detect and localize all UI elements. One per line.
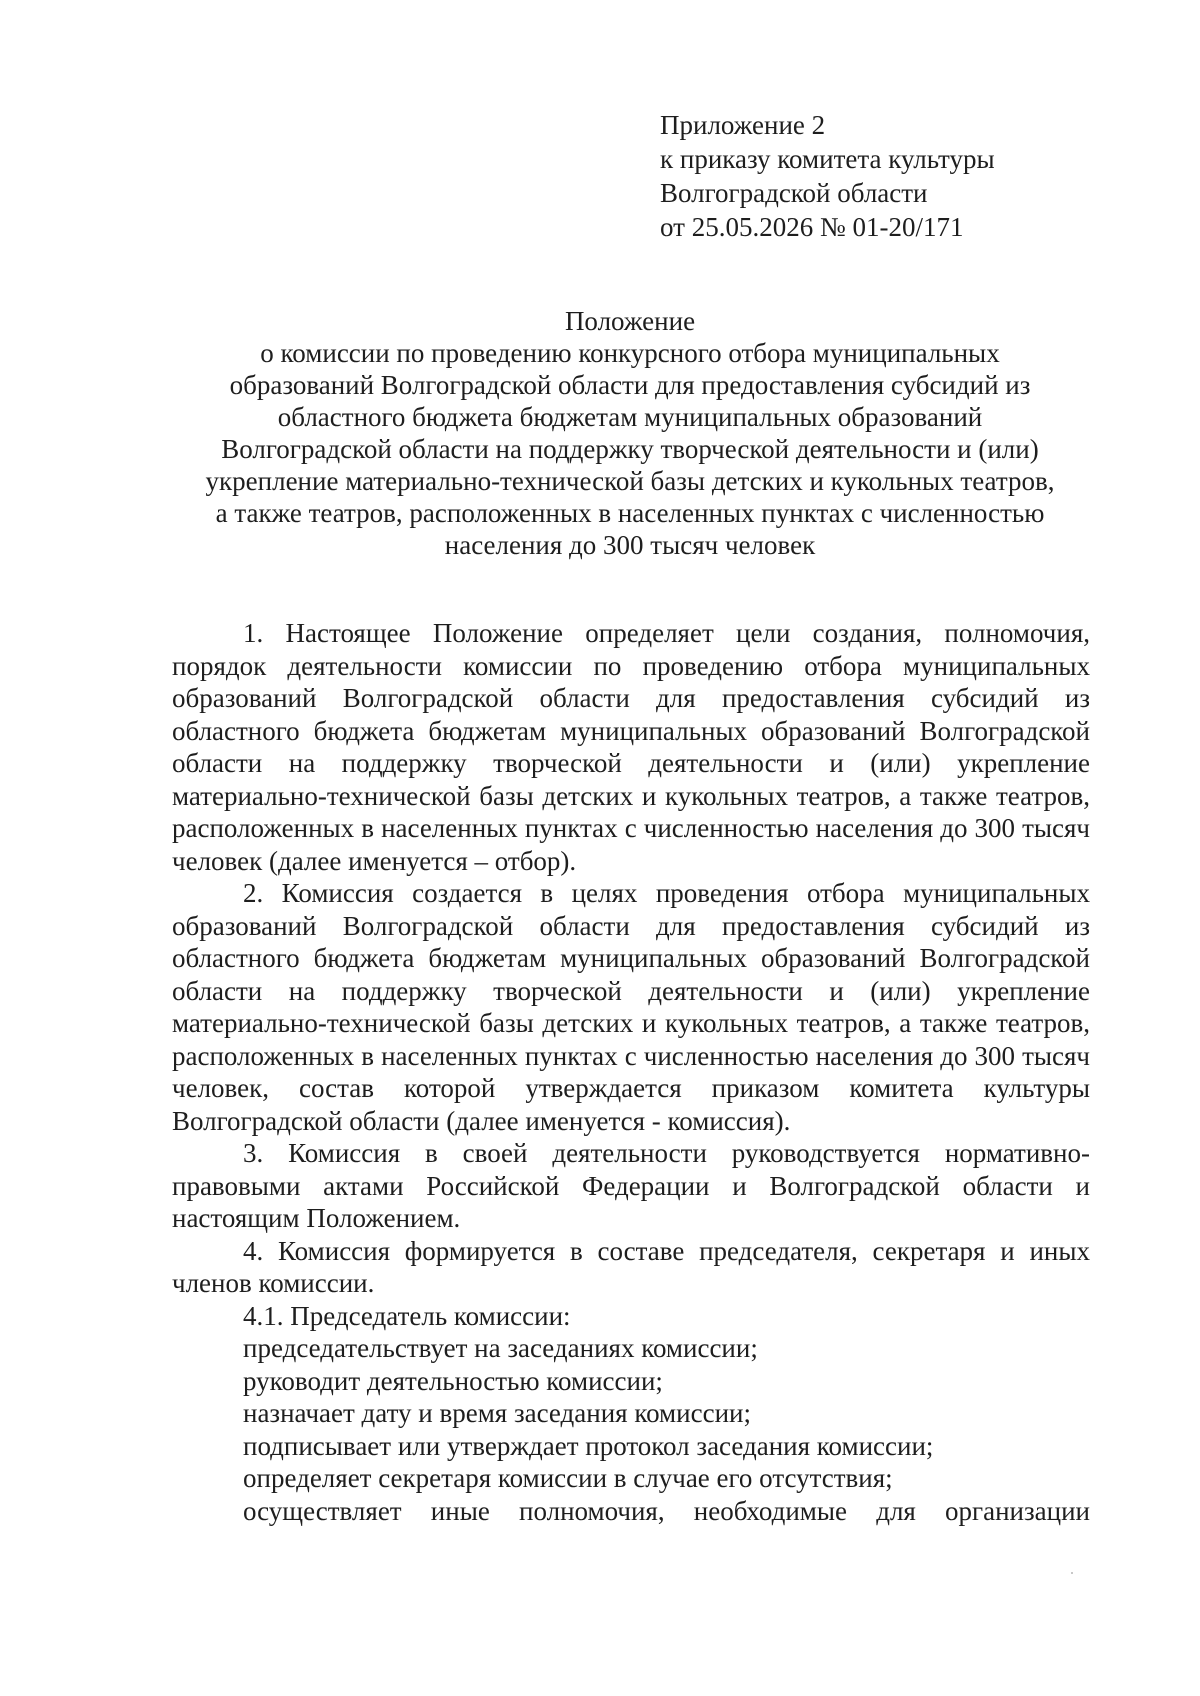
document-body: [172, 617, 1090, 1527]
title-line: областного бюджета бюджетам муниципальных образований: [277, 402, 983, 432]
appendix-region: Волгоградской области: [660, 178, 928, 208]
chairman-duty-item: подписывает или утверждает протокол заседания комиссии;: [243, 1430, 934, 1461]
paragraph-3: 3. Комиссия в своей деятельности руководствуется нормативно-правовыми актами Российской Федерации и Волгоградской области и настоящим Положением.: [172, 1138, 1090, 1233]
title-line: Положение: [564, 306, 696, 336]
paragraph-1: 1. Настоящее Положение определяет цели создания, полномочия, порядок деятельности комиссии по проведению отбора муниципальных образований Волгоградской области для предоставления субсидий из областного бюджета бюджетам муниципальных образований Волгоградской области на поддержку творческой деятельности и (или) укрепление материально-технической базы детских и кукольных театров, а также театров, расположенных в населенных пунктах с численностью населения до 300 тысяч человек (далее именуется – отбор).: [172, 618, 1090, 876]
chairman-duty-item: назначает дату и время заседания комиссии;: [243, 1398, 751, 1428]
chairman-duty-item: руководит деятельностью комиссии;: [243, 1365, 663, 1396]
paragraph-2: 2. Комиссия создается в целях проведения отбора муниципальных образований Волгоградской области для предоставления субсидий из областного бюджета бюджетам муниципальных образований Волгоградской области на поддержку творческой деятельности и (или) укрепление материально-технической базы детских и кукольных театров, а также театров, расположенных в населенных пунктах с численностью населения до 300 тысяч человек, состав которой утверждается приказом комитета культуры Волгоградской области (далее именуется - комиссия).: [172, 878, 1090, 1136]
title-line: укрепление материально-технической базы детских и кукольных театров,: [205, 466, 1055, 496]
title-line: а также театров, расположенных в населенных пунктах с численностью: [215, 498, 1045, 528]
scan-speck: [1071, 1572, 1073, 1574]
appendix-order-ref: к приказу комитета культуры: [660, 144, 995, 174]
document-title: [170, 305, 1090, 561]
paragraph-4: 4. Комиссия формируется в составе председателя, секретаря и иных членов комиссии.: [172, 1235, 1090, 1298]
title-line: о комиссии по проведению конкурсного отбора муниципальных: [260, 338, 1000, 368]
title-line: Волгоградской области на поддержку творческой деятельности и (или): [221, 434, 1039, 464]
appendix-number: Приложение 2: [660, 110, 826, 140]
paragraph-4-1: 4.1. Председатель комиссии:: [243, 1300, 571, 1331]
chairman-duty-item: осуществляет иные полномочия, необходимые для организации: [243, 1495, 1090, 1526]
appendix-order-date: от 25.05.2026 № 01-20/171: [660, 212, 964, 242]
title-line: образований Волгоградской области для предоставления субсидий из: [229, 370, 1031, 400]
chairman-duty-item: определяет секретаря комиссии в случае его отсутствия;: [243, 1463, 893, 1493]
appendix-reference: [660, 108, 995, 244]
chairman-duty-item: председательствует на заседаниях комиссии;: [243, 1333, 758, 1363]
title-line: населения до 300 тысяч человек: [444, 530, 816, 560]
